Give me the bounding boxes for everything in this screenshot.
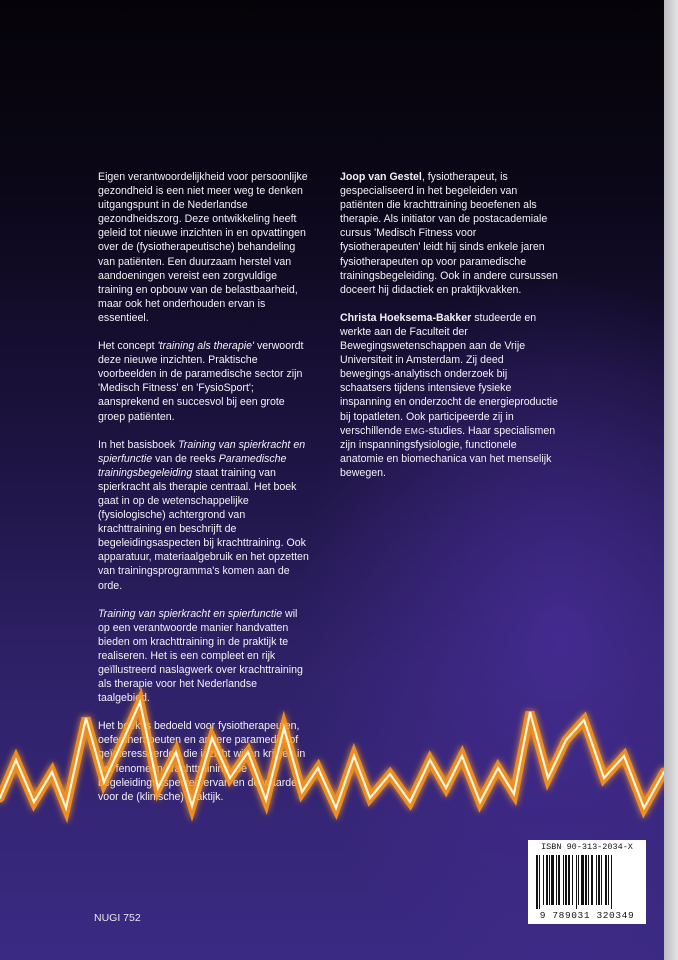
barcode-bar: [536, 855, 538, 909]
barcode-bar: [588, 855, 589, 905]
barcode-bar: [551, 855, 554, 905]
author-bio-2: Christa Hoeksema-Bakker studeerde en werkte aan de Faculteit der Bewegingswetenschappen aan de Vrije Universiteit in Amsterdam. Zij deed bewegings-analytisch onderzoek bij schaatsers tijdens intensieve fysieke inspanning en onderzocht de energieproductie bij topatleten. Ook participeerde zij in verschillende EMG-studies. Haar specialismen zijn inspanningsfysiologie, functionele anatomie en biomechanica van het menselijk bewegen.: [340, 311, 558, 479]
barcode-bar: [563, 855, 564, 905]
barcode-bar: [585, 855, 587, 905]
barcode-bar: [572, 855, 573, 905]
barcode-bar: [568, 855, 570, 905]
barcode-bar: [546, 855, 548, 905]
blurb-paragraph-3: In het basisboek Training van spierkracht en spierfunctie van de reeks Paramedische trainingsbegeleiding staat training van spierkracht als therapie centraal. Het boek gaat in op de wetenschappelijke (fysiologische) achtergrond van krachttraining en beschrijft de begeleidingsaspecten bij krachttraining. Ook apparatuur, materiaalgebruik en het opzetten van trainingsprogramma's komen aan de orde.: [98, 438, 309, 592]
barcode-bar: [556, 855, 557, 905]
author-name-1: Joop van Gestel: [340, 171, 422, 183]
page-edge: [664, 0, 678, 960]
barcode-bar: [605, 855, 607, 905]
barcode-bar: [581, 855, 584, 905]
blurb-paragraph-4: Training van spierkracht en spierfunctie wil op een verantwoorde manier handvatten bieden om krachttraining in de praktijk te realiseren. Het is een compleet en rijk geïllustreerd naslagwerk over krachttraining als therapie voor het Nederlandse taalgebied.: [98, 607, 303, 705]
barcode-bar: [611, 855, 612, 909]
ean-number: 9 789031 320349: [539, 910, 635, 921]
author-bio-1: Joop van Gestel, fysiotherapeut, is gespecialiseerd in het begeleiden van patiënten die krachttraining beoefenen als therapie. Als initiator van de postacademiale cursus 'Medisch Fitness voor fysiotherapeuten' leidt hij sinds enkele jaren fysiotherapeuten op voor paramedische trainingsbegeleiding. Ook in andere cursussen doceert hij didactiek en praktijkvakken.: [340, 171, 558, 296]
barcode-bar: [596, 855, 597, 905]
blurb-paragraph-5: Het boek is bedoeld voor fysiotherapeuten, oefentherapeuten en andere paramedici of geïnteresseerden die inzicht willen krijgen in het fenomeen krachttraining, de begeleidingsaspecten ervan en de waarde voor de (klinische) praktijk.: [98, 720, 306, 803]
barcode-bar: [608, 855, 609, 905]
barcode-bar: [591, 855, 593, 905]
barcode-bar: [549, 855, 550, 905]
barcode-bar: [576, 855, 577, 909]
barcode-bar: [565, 855, 567, 905]
barcode-bar: [578, 855, 579, 905]
nugi-code: NUGI 752: [94, 912, 141, 924]
barcode-bar: [539, 855, 540, 909]
barcode-bar: [558, 855, 560, 905]
blurb-paragraph-2: Het concept 'training als therapie' verwoordt deze nieuwe inzichten. Praktische voorbeelden in de paramedische sector zijn 'Medisch Fitness' en 'FysioSport'; aansprekend en succesvol bij een grote groep patiënten.: [98, 340, 304, 423]
isbn-text: ISBN 90-313-2034-X: [541, 842, 633, 852]
authors-column: [340, 170, 558, 494]
blurb-paragraph-1: Eigen verantwoordelijkheid voor persoonlijke gezondheid is een niet meer weg te denken uitgangspunt in de Nederlandse gezondheidszorg. Deze ontwikkeling heeft geleid tot nieuwe inzichten in en opvattingen over de (fysiotherapeutische) behandeling van patiënten. Een duurzaam herstel van aandoeningen vereist een zorgvuldige training en opbouw van de belastbaarheid, maar ook het onderhouden ervan is essentieel.: [98, 171, 308, 324]
heartbeat-wave-graphic: [0, 660, 664, 830]
author-name-2: Christa Hoeksema-Bakker: [340, 311, 472, 324]
barcode-bar: [543, 855, 544, 905]
barcode-bars: [534, 855, 640, 909]
barcode-bar: [601, 855, 602, 905]
barcode: [528, 840, 646, 924]
barcode-bar: [598, 855, 600, 905]
